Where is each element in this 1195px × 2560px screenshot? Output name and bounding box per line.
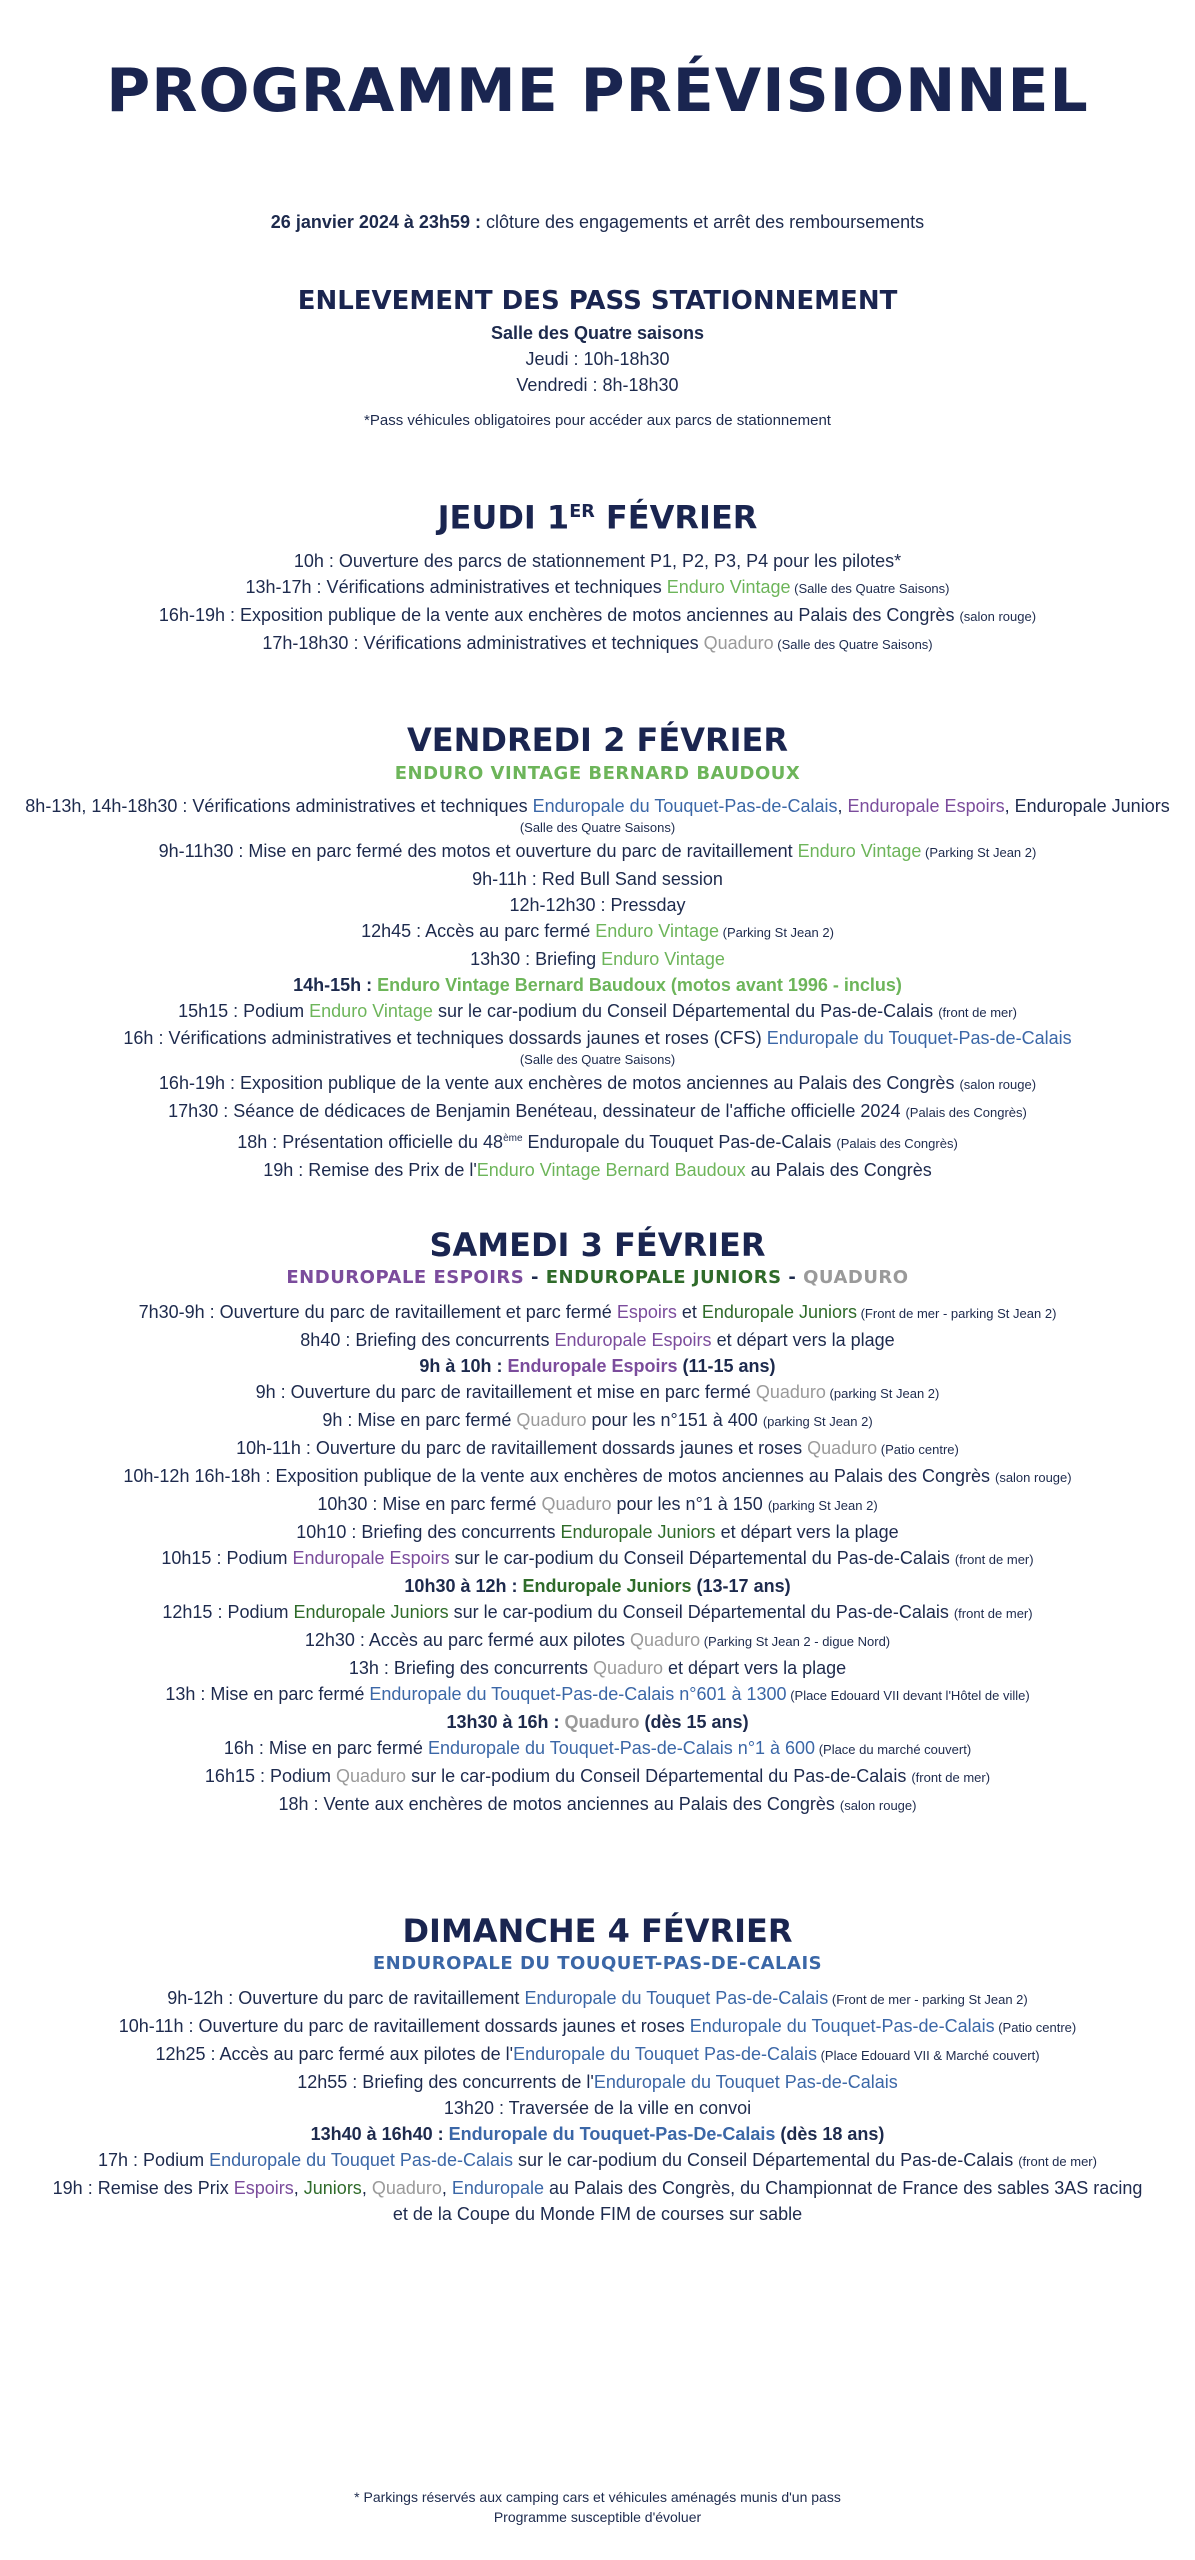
dimanche-line: 12h55 : Briefing des concurrents de l'Enduropale du Touquet Pas-de-Calais bbox=[297, 2071, 898, 2092]
vendredi-line: 13h30 : Briefing Enduro Vintage bbox=[470, 948, 725, 969]
vendredi-line: 8h-13h, 14h-18h30 : Vérifications administratives et techniques Enduropale du Touquet-Pas-de-Calais, Enduropale Espoirs, Enduropale Juniors bbox=[25, 795, 1170, 816]
pass-vendredi: Vendredi : 8h-18h30 bbox=[516, 375, 679, 395]
samedi-line: 13h : Mise en parc fermé Enduropale du Touquet-Pas-de-Calais n°601 à 1300 (Place Edouard VII devant l'Hôtel de ville) bbox=[165, 1683, 1030, 1704]
vendredi-subtitle: ENDURO VINTAGE BERNARD BAUDOUX bbox=[394, 762, 801, 784]
dimanche-line: 17h : Podium Enduropale du Touquet Pas-de-Calais sur le car-podium du Conseil Départemental du Pas-de-Calais (front de mer) bbox=[98, 2149, 1097, 2170]
intro-text: clôture des engagements et arrêt des remboursements bbox=[480, 212, 925, 232]
pass-venue: Salle des Quatre saisons bbox=[490, 323, 705, 343]
dimanche-line: 19h : Remise des Prix Espoirs, Juniors, Quaduro, Enduropale au Palais des Congrès, du Championnat de France des sables 3AS racing bbox=[52, 2177, 1143, 2198]
dimanche-section bbox=[0, 1911, 1195, 2227]
dimanche-line: 10h-11h : Ouverture du parc de ravitaillement dossards jaunes et roses Enduropale du Touquet-Pas-de-Calais (Patio centre) bbox=[118, 2015, 1077, 2036]
samedi-line: 16h : Mise en parc fermé Enduropale du Touquet-Pas-de-Calais n°1 à 600 (Place du marché couvert) bbox=[223, 1737, 972, 1758]
dimanche-line: 13h20 : Traversée de la ville en convoi bbox=[443, 2097, 752, 2118]
jeudi-line: 10h : Ouverture des parcs de stationnement P1, P2, P3, P4 pour les pilotes* bbox=[293, 550, 902, 571]
pass-section bbox=[0, 284, 1195, 434]
samedi-line: 9h : Ouverture du parc de ravitaillement et mise en parc fermé Quaduro (parking St Jean 2) bbox=[255, 1381, 940, 1402]
samedi-line: 13h : Briefing des concurrents Quaduro et départ vers la plage bbox=[348, 1657, 847, 1678]
jeudi-title: JEUDI 1ER FÉVRIER bbox=[437, 498, 758, 537]
pass-jeudi: Jeudi : 10h-18h30 bbox=[525, 349, 670, 369]
vendredi-title: VENDREDI 2 FÉVRIER bbox=[406, 720, 788, 759]
vendredi-line: 14h-15h : Enduro Vintage Bernard Baudoux (motos avant 1996 - inclus) bbox=[293, 974, 902, 995]
dimanche-line: 12h25 : Accès au parc fermé aux pilotes de l'Enduropale du Touquet Pas-de-Calais (Place Edouard VII & Marché couvert) bbox=[155, 2043, 1040, 2064]
vendredi-line: 18h : Présentation officielle du 48ème Enduropale du Touquet Pas-de-Calais (Palais des Congrès) bbox=[237, 1131, 958, 1152]
dimanche-title: DIMANCHE 4 FÉVRIER bbox=[402, 1911, 793, 1950]
vendredi-line-sub: (Salle des Quatre Saisons) bbox=[519, 819, 676, 835]
dimanche-line: 13h40 à 16h40 : Enduropale du Touquet-Pas-De-Calais (dès 18 ans) bbox=[310, 2123, 885, 2144]
footer-note: * Parkings réservés aux camping cars et véhicules aménagés munis d'un pass bbox=[354, 2489, 841, 2505]
page-title: PROGRAMME PRÉVISIONNEL bbox=[106, 56, 1089, 126]
jeudi-section bbox=[0, 492, 1195, 658]
vendredi-line: 9h-11h30 : Mise en parc fermé des motos et ouverture du parc de ravitaillement Enduro Vintage (Parking St Jean 2) bbox=[158, 840, 1037, 861]
vendredi-line: 12h45 : Accès au parc fermé Enduro Vintage (Parking St Jean 2) bbox=[361, 920, 834, 941]
vendredi-line: 19h : Remise des Prix de l'Enduro Vintage Bernard Baudoux au Palais des Congrès bbox=[263, 1159, 932, 1180]
intro-line bbox=[0, 210, 1195, 234]
samedi-line: 10h-12h 16h-18h : Exposition publique de la vente aux enchères de motos anciennes au Palais des Congrès (salon rouge) bbox=[123, 1465, 1072, 1486]
samedi-line: 10h-11h : Ouverture du parc de ravitaillement dossards jaunes et roses Quaduro (Patio centre) bbox=[236, 1437, 959, 1458]
jeudi-line: 13h-17h : Vérifications administratives et techniques Enduro Vintage (Salle des Quatre Saisons) bbox=[245, 576, 950, 597]
dimanche-line: 9h-12h : Ouverture du parc de ravitaillement Enduropale du Touquet Pas-de-Calais (Front de mer - parking St Jean 2) bbox=[167, 1987, 1028, 2008]
pass-note: *Pass véhicules obligatoires pour accéder aux parcs de stationnement bbox=[364, 412, 831, 429]
samedi-line: 9h : Mise en parc fermé Quaduro pour les n°151 à 400 (parking St Jean 2) bbox=[322, 1409, 873, 1430]
samedi-line: 12h30 : Accès au parc fermé aux pilotes Quaduro (Parking St Jean 2 - digue Nord) bbox=[304, 1629, 891, 1650]
samedi-section bbox=[0, 1225, 1195, 1819]
vendredi-line: 15h15 : Podium Enduro Vintage sur le car-podium du Conseil Départemental du Pas-de-Calais (front de mer) bbox=[178, 1000, 1017, 1021]
vendredi-line: 16h : Vérifications administratives et techniques dossards jaunes et roses (CFS) Enduropale du Touquet-Pas-de-Calais bbox=[123, 1027, 1072, 1048]
samedi-subtitle: ENDUROPALE ESPOIRS - ENDUROPALE JUNIORS - QUADURO bbox=[286, 1266, 909, 1288]
pass-title: ENLEVEMENT DES PASS STATIONNEMENT bbox=[297, 286, 898, 316]
samedi-line: 10h30 : Mise en parc fermé Quaduro pour les n°1 à 150 (parking St Jean 2) bbox=[317, 1493, 878, 1514]
footer-disclaimer: Programme susceptible d'évoluer bbox=[493, 2509, 702, 2525]
intro-date: 26 janvier 2024 à 23h59 : bbox=[270, 212, 481, 232]
vendredi-line: 17h30 : Séance de dédicaces de Benjamin Benéteau, dessinateur de l'affiche officielle 2024 (Palais des Congrès) bbox=[168, 1100, 1027, 1121]
samedi-line: 18h : Vente aux enchères de motos anciennes au Palais des Congrès (salon rouge) bbox=[278, 1793, 917, 1814]
vendredi-line: 9h-11h : Red Bull Sand session bbox=[472, 868, 723, 889]
samedi-line: 12h15 : Podium Enduropale Juniors sur le car-podium du Conseil Départemental du Pas-de-Calais (front de mer) bbox=[162, 1601, 1033, 1622]
samedi-line: 13h30 à 16h : Quaduro (dès 15 ans) bbox=[446, 1711, 749, 1732]
dimanche-subtitle: ENDUROPALE DU TOUQUET-PAS-DE-CALAIS bbox=[372, 1952, 823, 1974]
dimanche-line: et de la Coupe du Monde FIM de courses sur sable bbox=[392, 2203, 803, 2224]
samedi-line: 10h15 : Podium Enduropale Espoirs sur le car-podium du Conseil Départemental du Pas-de-Calais (front de mer) bbox=[161, 1547, 1034, 1568]
samedi-line: 16h15 : Podium Quaduro sur le car-podium du Conseil Départemental du Pas-de-Calais (front de mer) bbox=[204, 1765, 991, 1786]
vendredi-section bbox=[0, 720, 1195, 1183]
vendredi-line: 12h-12h30 : Pressday bbox=[509, 894, 686, 915]
samedi-title: SAMEDI 3 FÉVRIER bbox=[429, 1225, 766, 1264]
vendredi-line: 16h-19h : Exposition publique de la vente aux enchères de motos anciennes au Palais des Congrès (salon rouge) bbox=[158, 1072, 1037, 1093]
samedi-line: 9h à 10h : Enduropale Espoirs (11-15 ans) bbox=[419, 1355, 776, 1376]
samedi-line: 10h30 à 12h : Enduropale Juniors (13-17 ans) bbox=[404, 1575, 791, 1596]
samedi-line: 10h10 : Briefing des concurrents Enduropale Juniors et départ vers la plage bbox=[296, 1521, 899, 1542]
jeudi-line: 16h-19h : Exposition publique de la vente aux enchères de motos anciennes au Palais des Congrès (salon rouge) bbox=[158, 604, 1037, 625]
jeudi-line: 17h-18h30 : Vérifications administratives et techniques Quaduro (Salle des Quatre Saisons) bbox=[262, 632, 933, 653]
vendredi-line-sub: (Salle des Quatre Saisons) bbox=[519, 1051, 676, 1067]
footer bbox=[0, 2487, 1195, 2527]
samedi-line: 8h40 : Briefing des concurrents Enduropale Espoirs et départ vers la plage bbox=[300, 1329, 895, 1350]
samedi-line: 7h30-9h : Ouverture du parc de ravitaillement et parc fermé Espoirs et Enduropale Juniors (Front de mer - parking St Jean 2) bbox=[138, 1301, 1057, 1322]
